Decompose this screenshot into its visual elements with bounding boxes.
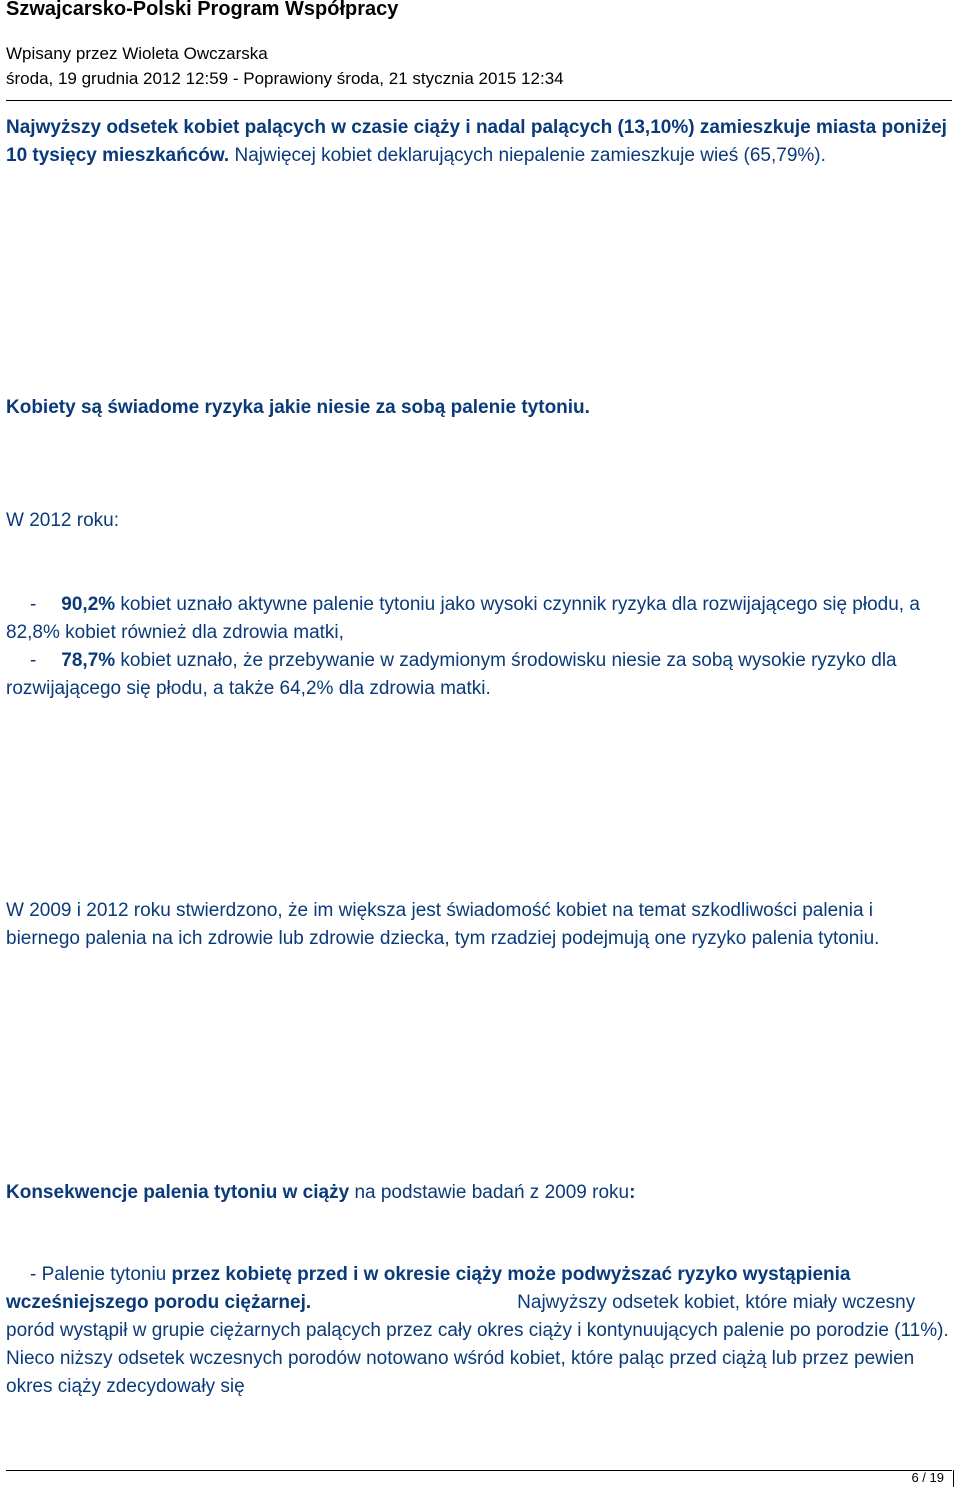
date-line: środa, 19 grudnia 2012 12:59 - Poprawiony środa, 21 stycznia 2015 12:34 xyxy=(6,69,564,88)
list-item xyxy=(6,591,950,647)
page-number: 6 / 19 xyxy=(911,1470,944,1485)
list-dash: - xyxy=(30,650,37,671)
consequences-text: na podstawie badań z 2009 roku xyxy=(349,1182,630,1203)
list-item-percent: 90,2% xyxy=(61,594,116,615)
paragraph-consequences-heading xyxy=(6,1179,950,1207)
page-corner-line xyxy=(953,1470,954,1487)
consequences-colon: : xyxy=(629,1182,636,1203)
site-title: Szwajcarsko-Polski Program Współpracy xyxy=(6,0,399,20)
stats-list xyxy=(6,591,950,703)
list-item-percent: 78,7% xyxy=(61,650,116,671)
header-divider xyxy=(6,100,952,101)
list-item xyxy=(6,647,950,703)
list-item-text: kobiet uznało aktywne palenie tytoniu jako wysoki czynnik ryzyka dla rozwijającego się płodu, a 82,8% kobiet również dla zdrowia matki, xyxy=(6,594,920,643)
paragraph-bold-text: Najwyższy odsetek kobiet palących w czasie ciąży i nadal palących (13,10%) zamieszkuje miasta poniżej 10 tysięcy mieszkańców. xyxy=(6,117,947,166)
list-dash: - xyxy=(30,594,37,615)
list-dash: - xyxy=(30,1264,37,1285)
paragraph-year-intro: W 2012 roku: xyxy=(6,510,119,531)
list-item-text: kobiet uznało, że przebywanie w zadymionym środowisku niesie za sobą wysokie ryzyko dla rozwijającego się płodu, a także 64,2% dla zdrowia matki. xyxy=(6,650,897,699)
paragraph-text: Najwyższy odsetek kobiet, które miały wczesny poród wystąpił w grupie ciężarnych palących przez cały okres ciąży i kontynuujących palenie po porodzie (11%). Nieco niższy odsetek wczesnych porodów notowano wśród kobiet, które paląc przed ciążą lub przez pewien okres ciąży zdecydowały się xyxy=(6,1292,949,1397)
paragraph-early-birth xyxy=(6,1261,950,1401)
author-line: Wpisany przez Wioleta Owczarska xyxy=(6,44,268,63)
paragraph-awareness: W 2009 i 2012 roku stwierdzono, że im większa jest świadomość kobiet na temat szkodliwości palenia i biernego palenia na ich zdrowie lub zdrowie dziecka, tym rzadziej podejmują one ryzyko palenia tytoniu. xyxy=(6,900,880,949)
section-heading: Kobiety są świadome ryzyka jakie niesie za sobą palenie tytoniu. xyxy=(6,397,590,418)
footer-divider xyxy=(6,1470,952,1471)
paragraph-bold-text: przez kobietę przed i w okresie ciąży może podwyższać ryzyko wystąpienia wcześniejszego porodu ciężarnej. xyxy=(6,1264,851,1313)
paragraph-smoking-stats xyxy=(6,114,950,170)
consequences-bold: Konsekwencje palenia tytoniu w ciąży xyxy=(6,1182,350,1203)
paragraph-text: Palenie tytoniu xyxy=(36,1264,172,1285)
paragraph-text: Najwięcej kobiet deklarujących niepalenie zamieszkuje wieś (65,79%). xyxy=(229,145,826,166)
